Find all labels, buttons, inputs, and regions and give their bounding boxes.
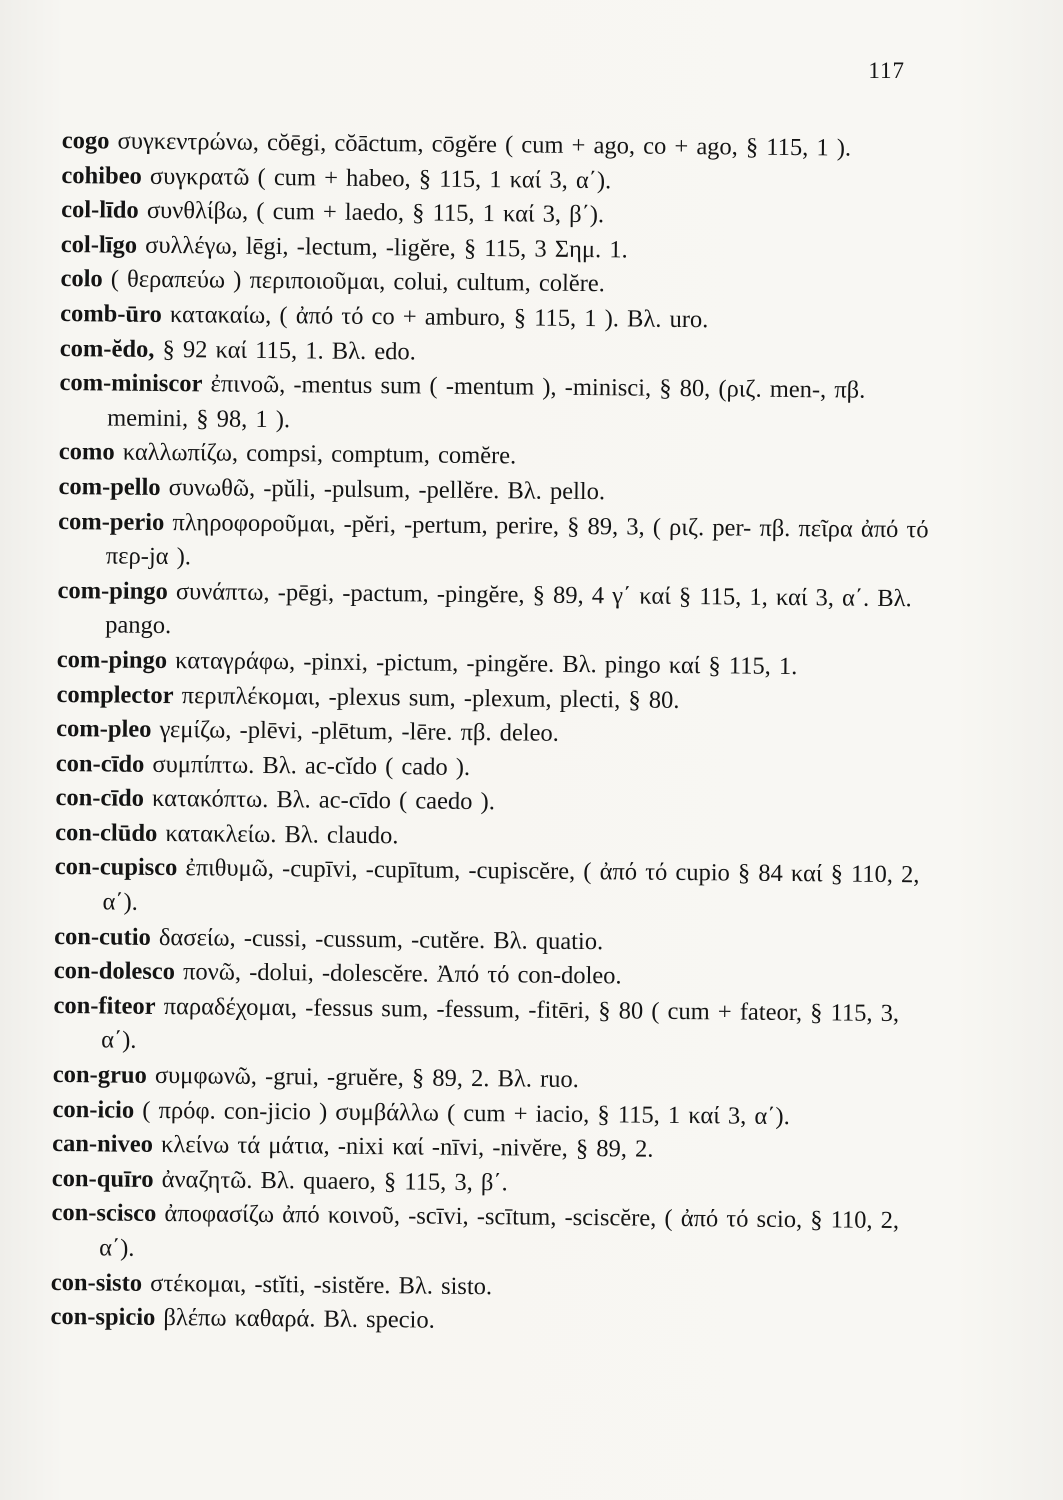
page-number: 117 bbox=[868, 58, 905, 83]
entry-definition: συνωθῶ, -pŭli, -pulsum, -pellĕre. Βλ. pello. bbox=[168, 473, 606, 506]
entry-definition: ἀναζητῶ. Βλ. quaero, § 115, 3, β΄. bbox=[161, 1165, 508, 1197]
entry-definition: παραδέχομαι, -fessus sum, -fessum, -fitēri, § 80 ( cum + fateor, § 115, 3, α΄). bbox=[101, 992, 900, 1055]
entry-headword: col-līdo bbox=[61, 196, 139, 224]
entry-definition: κατακόπτω. Βλ. ac-cīdo ( caedo ). bbox=[151, 785, 496, 816]
entry-headword: can-niveo bbox=[52, 1130, 154, 1159]
entry-definition: δασείω, -cussi, -cussum, -cutĕre. Βλ. quatio. bbox=[158, 923, 604, 955]
entry-definition: κλείνω τά μάτια, -nixi καί -nīvi, -nivĕre, § 89, 2. bbox=[160, 1131, 654, 1163]
entry-headword: colo bbox=[60, 265, 103, 293]
entry-headword: cohibeo bbox=[61, 161, 142, 190]
entry-definition: βλέπω καθαρά. Βλ. specio. bbox=[163, 1304, 435, 1334]
entry-headword: con-quīro bbox=[51, 1164, 154, 1193]
dictionary-entry bbox=[57, 574, 938, 652]
entry-definition: ἐπινοῶ, -mentus sum ( -mentum ), -minisci, § 80, (ριζ. men-, πβ. memini, § 98, 1 ). bbox=[107, 370, 866, 433]
entry-definition: συγκρατῶ ( cum + habeo, § 115, 1 καί 3, α΄). bbox=[149, 162, 612, 194]
entry-headword: con-cīdo bbox=[55, 784, 145, 813]
dictionary-entry bbox=[59, 366, 940, 444]
entry-definition: ἐπιθυμῶ, -cupīvi, -cupītum, -cupiscĕre, ( ἀπό τό cupio § 84 καί § 110, 2, α΄). bbox=[102, 854, 920, 916]
entry-headword: con-cutio bbox=[54, 922, 151, 951]
dictionary-entry bbox=[58, 505, 939, 583]
entry-headword: complector bbox=[56, 680, 174, 709]
entry-definition: συνάπτω, -pēgi, -pactum, -pingĕre, § 89, 4 γ΄ καί § 115, 1, καί 3, α΄. Βλ. pango. bbox=[105, 577, 912, 640]
entry-headword: cogo bbox=[61, 126, 110, 155]
entry-headword: como bbox=[58, 438, 115, 466]
entry-definition: στέκομαι, -stĭti, -sistĕre. Βλ. sisto. bbox=[150, 1269, 493, 1300]
dictionary-entry bbox=[53, 989, 934, 1067]
entry-definition: πληροφοροῦμαι, -pĕri, -pertum, perire, § 89, 3, ( ριζ. per- πβ. πεῖρα ἀπό τό περ-jα ). bbox=[105, 508, 929, 571]
entry-headword: com-miniscor bbox=[59, 369, 203, 398]
entry-definition: § 92 καί 115, 1. Βλ. edo. bbox=[162, 335, 416, 365]
entry-definition: κατακαίω, ( ἀπό τό co + amburo, § 115, 1 ). Βλ. uro. bbox=[169, 301, 709, 334]
entry-definition: γεμίζω, -plēvi, -plētum, -lēre. πβ. deleo. bbox=[159, 716, 559, 747]
entry-headword: com-pello bbox=[58, 472, 161, 501]
entry-definition: περιπλέκομαι, -plexus sum, -plexum, plecti, § 80. bbox=[181, 681, 680, 714]
entry-headword: con-icio bbox=[52, 1095, 135, 1124]
dictionary-entry bbox=[50, 1300, 930, 1343]
entry-headword: com-pingo bbox=[56, 645, 168, 674]
entry-headword: com-ĕdo, bbox=[59, 334, 155, 363]
entry-headword: con-scisco bbox=[51, 1199, 157, 1228]
entry-headword: com-pleo bbox=[56, 715, 152, 743]
entry-headword: con-dolesco bbox=[53, 957, 176, 986]
entry-definition: συμπίπτω. Βλ. ac-cĭdo ( cado ). bbox=[152, 750, 471, 781]
entry-definition: συγκεντρώνω, cŏēgi, cŏāctum, cōgĕre ( cum + ago, co + ago, § 115, 1 ). bbox=[117, 127, 852, 162]
entry-headword: con-sisto bbox=[50, 1268, 143, 1297]
entry-definition: καταγράφω, -pinxi, -pictum, -pingĕre. Βλ. pingo καί § 115, 1. bbox=[175, 647, 798, 680]
entry-headword: con-fiteor bbox=[53, 991, 156, 1020]
entry-definition: συμφωνῶ, -grui, -gruĕre, § 89, 2. Βλ. ruo. bbox=[154, 1061, 579, 1094]
entry-headword: con-spicio bbox=[50, 1303, 156, 1332]
entry-definition: συνθλίβω, ( cum + laedo, § 115, 1 καί 3, β΄). bbox=[146, 197, 605, 229]
entry-definition: ( πρόφ. con-jicio ) συμβάλλω ( cum + iacio, § 115, 1 καί 3, α΄). bbox=[142, 1096, 790, 1130]
entry-definition: συλλέγω, lēgi, -lectum, -ligĕre, § 115, 3 Σημ. 1. bbox=[145, 231, 628, 264]
dictionary-entry bbox=[51, 1196, 932, 1274]
entry-headword: col-līgo bbox=[60, 230, 138, 259]
entry-definition: πονῶ, -dolui, -dolescĕre. Ἀπό τό con-doleo. bbox=[182, 958, 622, 990]
entry-definition: καλλωπίζω, compsi, comptum, comĕre. bbox=[122, 438, 517, 470]
entry-headword: con-cīdo bbox=[55, 749, 145, 778]
entry-definition: ( θεραπεύω ) περιποιοῦμαι, colui, cultum, colĕre. bbox=[110, 265, 606, 298]
entry-definition: κατακλείω. Βλ. claudo. bbox=[165, 819, 399, 850]
entry-definition: ἀποφασίζω ἀπό κοινοῦ, -scīvi, -scītum, -sciscĕre, ( ἀπό τό scio, § 110, 2, α΄). bbox=[99, 1200, 900, 1262]
dictionary-entry bbox=[54, 850, 935, 928]
entry-headword: comb-ūro bbox=[60, 299, 162, 328]
dictionary-entries bbox=[50, 124, 942, 1343]
entry-headword: com-perio bbox=[58, 507, 165, 536]
entry-headword: con-gruo bbox=[52, 1060, 147, 1089]
entry-headword: con-clūdo bbox=[55, 818, 158, 847]
entry-headword: con-cupisco bbox=[54, 853, 178, 882]
entry-headword: com-pingo bbox=[57, 576, 168, 605]
